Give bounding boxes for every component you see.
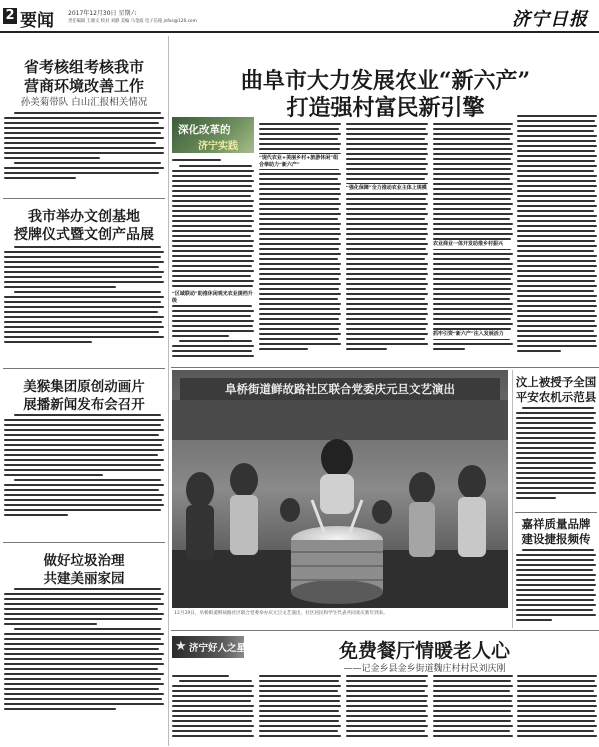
column-badge-label-2: 济宁实践: [198, 141, 238, 152]
article-4-title-2: 共建美丽家园: [43, 571, 125, 587]
paper-name-logo: 济宁日报: [512, 9, 588, 30]
left-column: [0, 34, 168, 747]
article-2-body: [4, 244, 164, 364]
column-badge-label: 深化改革的: [178, 124, 231, 136]
divider: [3, 368, 165, 369]
article-6-title-2: 建设捷报频传: [521, 532, 591, 546]
article-3-title-2: 展播新闻发布会召开: [23, 397, 145, 413]
lead-subhead: 抓牢引资“新六产”注入发展活力: [433, 330, 513, 339]
lead-subhead: “区域联动”助推休闲观光农业提档升级: [172, 291, 253, 304]
article-1-title: 省考核组考核我市: [23, 58, 144, 76]
date-line: 2017年12月30日 星期六: [68, 10, 137, 17]
article-6-body: [516, 548, 596, 628]
divider: [171, 630, 599, 631]
lead-body-col3: [346, 122, 428, 364]
article-2-title: 我市举办文创基地: [28, 209, 140, 225]
divider: [3, 198, 165, 199]
article-1-body: [4, 110, 164, 195]
divider: [515, 512, 597, 513]
bottom-subtitle: ——记金乡县金乡街道魏庄村村民刘庆刚: [343, 664, 506, 674]
article-4-body: [4, 586, 164, 744]
lead-subhead: “强化保障”全力推动农业主体上规模: [346, 185, 427, 191]
lead-title: 曲阜市大力发展农业“新六产”: [240, 68, 531, 94]
editor-line: 责任编辑 王晓文 校对 刘静 美编 马金波 电子信箱 jnfxs@126.com: [68, 19, 197, 24]
good-person-badge: [172, 636, 247, 658]
column-badge: [172, 117, 254, 153]
article-5-title: 汶上被授予全国: [515, 375, 597, 389]
section-title: 要闻: [20, 11, 54, 31]
article-2-title-2: 授牌仪式暨文创产品展: [14, 227, 154, 243]
bottom-body-col5: [517, 674, 597, 744]
lead-body-col1: [172, 158, 254, 364]
lead-title-2: 打造强村富民新引擎: [286, 95, 485, 121]
lead-body-col5: [517, 114, 597, 364]
bottom-body-col3: [346, 674, 428, 744]
good-person-badge-label: 济宁好人之星: [189, 643, 247, 654]
article-5-title-2: 平安农机示范县: [515, 390, 597, 404]
masthead: [0, 0, 599, 34]
column-divider: [512, 370, 513, 628]
divider: [3, 542, 165, 543]
article-6-title: 嘉祥质量品牌: [521, 517, 591, 531]
column-divider: [168, 36, 169, 746]
lead-subhead: 农业商业一体开发助推乡村振兴: [433, 240, 513, 249]
news-photo: [172, 370, 508, 608]
photo-illustration: [172, 370, 508, 608]
bottom-body-col4: [433, 674, 513, 744]
divider: [171, 367, 599, 368]
photo-caption: 12月29日，阜桥街道鲜故路社区联合党委举办庆元旦文艺演出，社区居民和学生代表共同欢庆新年到来。: [174, 611, 388, 616]
good-person-star-icon: ★: [175, 639, 187, 654]
article-1-subtitle: 孙美菊带队 白山汇报相关情况: [20, 97, 148, 108]
bottom-body-col1: [172, 674, 254, 744]
page-number-badge: 2: [3, 8, 17, 24]
article-4-title: 做好垃圾治理: [43, 553, 125, 569]
article-3-title: 美猴集团原创动画片: [23, 379, 145, 395]
bottom-title: 免费餐厅情暖老人心: [338, 640, 510, 662]
photo-banner: 阜桥街道鲜故路社区联合党委庆元旦文艺演出: [180, 378, 500, 400]
lead-subhead: “现代农业+美丽乡村+旅游休闲”组合拳助力“新六产”: [259, 154, 341, 169]
article-5-body: [516, 406, 596, 510]
bottom-body-col2: [259, 674, 341, 744]
article-1-title-2: 营商环境改善工作: [23, 77, 144, 95]
article-3-body: [4, 412, 164, 538]
masthead-rule: [0, 31, 599, 33]
